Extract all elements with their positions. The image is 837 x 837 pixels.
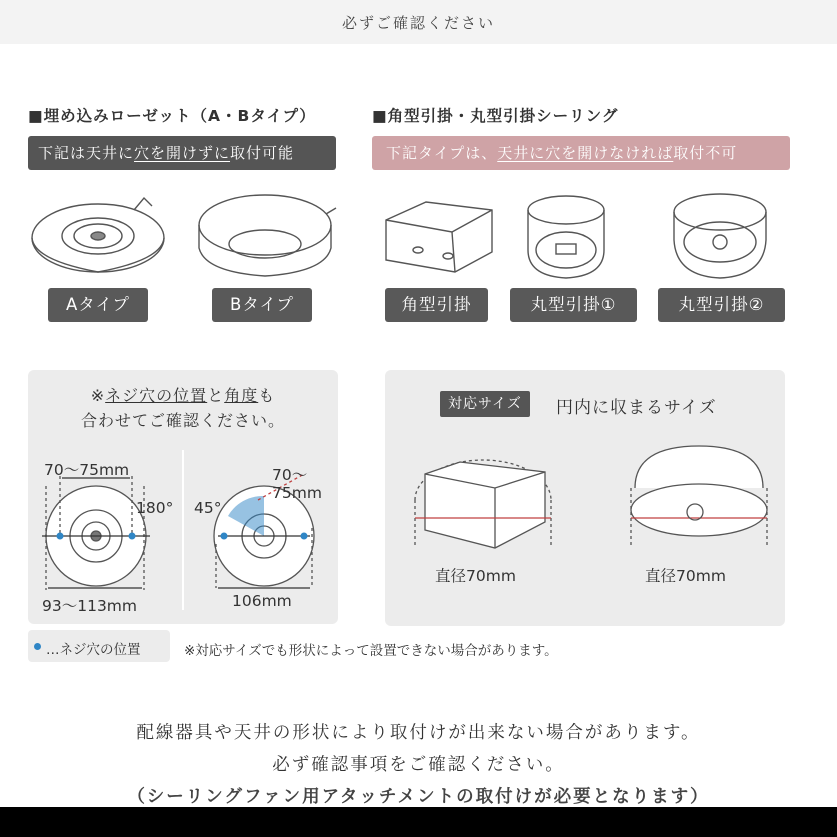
size-panel-title-tag: 対応サイズ	[440, 391, 530, 417]
screw-dot-legend	[28, 630, 170, 662]
round-size-illustration	[631, 446, 767, 548]
round-ceiling-1-illustration	[528, 196, 604, 278]
left-tag-pre: 下記は天井に	[38, 144, 135, 162]
dim-b-bottom: 106mm	[232, 592, 292, 610]
line1-post: も	[258, 386, 276, 405]
round-ceiling-2-illustration	[674, 194, 766, 278]
round-type-2-label: 丸型引掛②	[658, 288, 785, 322]
right-section-heading: ■角型引掛・丸型引掛シーリング	[372, 107, 619, 125]
line1-underline1: ネジ穴の位置	[105, 386, 208, 405]
round-diameter-label: 直径70mm	[645, 567, 726, 585]
type-b-rosette-illustration	[199, 195, 336, 276]
type-a-rosette-illustration	[32, 198, 164, 272]
screw-dot-a-left	[57, 533, 64, 540]
type-a-label: Aタイプ	[48, 288, 148, 322]
header-bar	[0, 0, 837, 44]
header-title: 必ずご確認ください	[341, 13, 495, 32]
right-section-tag	[372, 136, 790, 170]
dim-b-top-line1: 70～	[272, 466, 308, 484]
square-type-label: 角型引掛	[385, 288, 488, 322]
screw-dot-b-left	[221, 533, 228, 540]
left-tag-post: 取付可能	[230, 144, 295, 162]
dim-a-top: 70～75mm	[44, 461, 130, 479]
shape-note: ※対応サイズでも形状によって設置できない場合があります。	[184, 643, 558, 659]
screw-panel-line2: 合わせてご確認ください。	[80, 411, 285, 430]
right-tag-post: 取付不可	[673, 144, 738, 162]
left-section-heading: ■埋め込みローゼット（A・Bタイプ）	[28, 107, 316, 125]
angle-180-label: 180°	[136, 499, 174, 517]
left-section-tag	[28, 136, 336, 170]
line1-mid: と	[207, 386, 225, 405]
footer-line2: 必ず確認事項をご確認ください。	[272, 755, 565, 775]
bottom-bar	[0, 807, 837, 837]
type-b-label: Bタイプ	[212, 288, 312, 322]
square-size-illustration	[415, 460, 551, 548]
footer-line3: （シーリングファン用アタッチメントの取付けが必要となります）	[127, 787, 710, 807]
legend-dot-icon	[34, 643, 41, 650]
size-panel-title-text: 円内に収まるサイズ	[556, 398, 717, 418]
square-ceiling-illustration	[386, 202, 492, 272]
line1-pre: ※	[90, 386, 106, 405]
dim-b-top-line2: 75mm	[272, 484, 322, 502]
screw-dot-b-right	[301, 533, 308, 540]
left-tag-underline: 穴を開けずに	[134, 144, 231, 162]
legend-dot-text: …ネジ穴の位置	[46, 642, 141, 658]
size-diagram	[385, 430, 785, 570]
product-illustrations	[0, 180, 837, 285]
line1-underline2: 角度	[224, 386, 259, 405]
footer-line1: 配線器具や天井の形状により取付けが出来ない場合があります。	[136, 723, 701, 743]
square-diameter-label: 直径70mm	[435, 567, 516, 585]
screw-dot-a-right	[129, 533, 136, 540]
dim-a-bottom: 93～113mm	[42, 597, 138, 615]
right-tag-underline: 天井に穴を開けなければ	[497, 144, 674, 162]
angle-45-label: 45°	[194, 499, 222, 517]
screw-panel-line1	[0, 383, 366, 406]
right-tag-pre: 下記タイプは、	[386, 144, 498, 162]
round-type-1-label: 丸型引掛①	[510, 288, 637, 322]
